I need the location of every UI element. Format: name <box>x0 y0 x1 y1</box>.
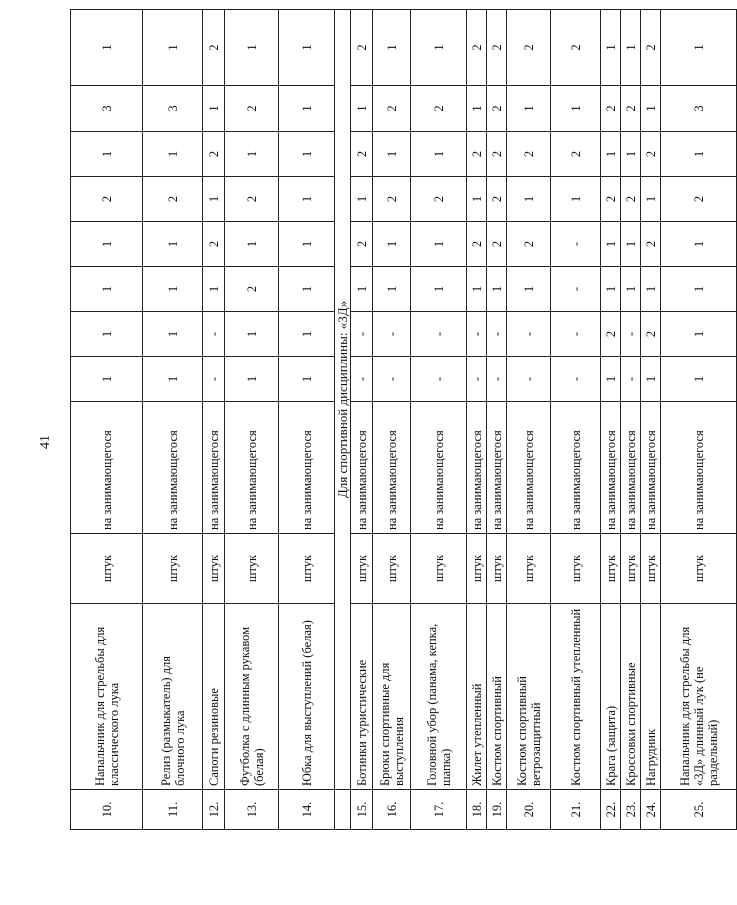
qty-4-cell: 2 <box>351 222 373 267</box>
section-row <box>335 10 351 830</box>
qty-8-cell: 2 <box>487 10 507 86</box>
row-number-cell: 21. <box>551 790 601 830</box>
qty-6-cell: 2 <box>467 132 487 177</box>
row-number-cell: 15. <box>351 790 373 830</box>
qty-3-cell: 1 <box>641 267 661 312</box>
item-name-cell: Напальчник для стрельбы для «3Д» длинный лук (не раздельный) <box>661 604 737 790</box>
qty-3-cell: 1 <box>601 267 621 312</box>
qty-7-cell: 1 <box>641 86 661 132</box>
qty-5-cell: 1 <box>279 177 335 222</box>
qty-7-cell: 3 <box>661 86 737 132</box>
qty-4-cell: - <box>551 222 601 267</box>
qty-4-cell: 2 <box>203 222 225 267</box>
qty-6-cell: 2 <box>641 132 661 177</box>
table-row <box>621 10 641 830</box>
table-row <box>279 10 335 830</box>
item-name-cell: Костюм спортивный ветрозащитный <box>507 604 551 790</box>
item-name-cell: Сапоги резиновые <box>203 604 225 790</box>
qty-1-cell: - <box>373 357 411 402</box>
item-name-cell: Костюм спортивный <box>487 604 507 790</box>
qty-5-cell: 2 <box>411 177 467 222</box>
qty-4-cell: 2 <box>641 222 661 267</box>
qty-7-cell: 2 <box>601 86 621 132</box>
table-body-top <box>71 10 335 830</box>
qty-7-cell: 2 <box>225 86 279 132</box>
qty-4-cell: 1 <box>411 222 467 267</box>
qty-5-cell: 1 <box>641 177 661 222</box>
table-row <box>641 10 661 830</box>
qty-2-cell: - <box>621 312 641 357</box>
item-name-cell: Релиз (размыкатель) для блочного лука <box>143 604 203 790</box>
qty-8-cell: 1 <box>621 10 641 86</box>
qty-3-cell: 1 <box>143 267 203 312</box>
item-name-cell: Жилет утепленный <box>467 604 487 790</box>
qty-1-cell: - <box>351 357 373 402</box>
qty-8-cell: 1 <box>601 10 621 86</box>
unit-cell: штук <box>279 534 335 604</box>
qty-3-cell: 1 <box>71 267 143 312</box>
basis-cell: на занимающегося <box>661 402 737 534</box>
qty-5-cell: 2 <box>601 177 621 222</box>
basis-cell: на занимающегося <box>467 402 487 534</box>
qty-6-cell: 2 <box>551 132 601 177</box>
qty-3-cell: 2 <box>225 267 279 312</box>
qty-7-cell: 1 <box>551 86 601 132</box>
unit-cell: штук <box>487 534 507 604</box>
qty-1-cell: - <box>487 357 507 402</box>
section-spacer-cell <box>335 790 351 830</box>
qty-2-cell: 2 <box>641 312 661 357</box>
basis-cell: на занимающегося <box>621 402 641 534</box>
qty-5-cell: 1 <box>203 177 225 222</box>
unit-cell: штук <box>661 534 737 604</box>
unit-cell: штук <box>601 534 621 604</box>
row-number-cell: 10. <box>71 790 143 830</box>
qty-8-cell: 1 <box>373 10 411 86</box>
unit-cell: штук <box>71 534 143 604</box>
row-number-cell: 19. <box>487 790 507 830</box>
qty-1-cell: - <box>203 357 225 402</box>
qty-4-cell: 1 <box>71 222 143 267</box>
table-row <box>225 10 279 830</box>
unit-cell: штук <box>373 534 411 604</box>
item-name-cell: Нагрудник <box>641 604 661 790</box>
qty-5-cell: 2 <box>373 177 411 222</box>
equipment-table <box>70 9 737 830</box>
table-body-bottom <box>351 10 737 830</box>
qty-1-cell: - <box>621 357 641 402</box>
qty-3-cell: - <box>551 267 601 312</box>
qty-8-cell: 2 <box>467 10 487 86</box>
row-number-cell: 11. <box>143 790 203 830</box>
qty-5-cell: 2 <box>143 177 203 222</box>
qty-6-cell: 1 <box>225 132 279 177</box>
item-name-cell: Юбка для выступлений (белая) <box>279 604 335 790</box>
basis-cell: на занимающегося <box>411 402 467 534</box>
table-row <box>601 10 621 830</box>
unit-cell: штук <box>467 534 487 604</box>
qty-8-cell: 1 <box>143 10 203 86</box>
item-name-cell: Кроссовки спортивные <box>621 604 641 790</box>
basis-cell: на занимающегося <box>373 402 411 534</box>
qty-2-cell: - <box>487 312 507 357</box>
qty-1-cell: 1 <box>279 357 335 402</box>
table-row <box>203 10 225 830</box>
qty-8-cell: 1 <box>279 10 335 86</box>
row-number-cell: 16. <box>373 790 411 830</box>
item-name-cell: Крага (защита) <box>601 604 621 790</box>
qty-1-cell: 1 <box>71 357 143 402</box>
table-row <box>507 10 551 830</box>
qty-4-cell: 1 <box>373 222 411 267</box>
unit-cell: штук <box>641 534 661 604</box>
qty-3-cell: 1 <box>279 267 335 312</box>
qty-3-cell: 1 <box>351 267 373 312</box>
item-name-cell: Футболка с длинным рукавом (белая) <box>225 604 279 790</box>
unit-cell: штук <box>225 534 279 604</box>
table-row <box>351 10 373 830</box>
qty-1-cell: - <box>411 357 467 402</box>
qty-2-cell: - <box>351 312 373 357</box>
qty-8-cell: 2 <box>507 10 551 86</box>
unit-cell: штук <box>551 534 601 604</box>
row-number-cell: 13. <box>225 790 279 830</box>
qty-5-cell: 1 <box>551 177 601 222</box>
qty-4-cell: 2 <box>487 222 507 267</box>
qty-4-cell: 1 <box>225 222 279 267</box>
qty-1-cell: 1 <box>601 357 621 402</box>
table-row <box>71 10 143 830</box>
qty-3-cell: 1 <box>661 267 737 312</box>
basis-cell: на занимающегося <box>351 402 373 534</box>
table-section <box>335 10 351 830</box>
qty-5-cell: 1 <box>351 177 373 222</box>
qty-6-cell: 1 <box>601 132 621 177</box>
unit-cell: штук <box>351 534 373 604</box>
section-title: Для спортивной дисциплины: «3Д» <box>335 10 351 790</box>
unit-cell: штук <box>203 534 225 604</box>
qty-2-cell: 1 <box>71 312 143 357</box>
qty-6-cell: 1 <box>279 132 335 177</box>
qty-7-cell: 1 <box>351 86 373 132</box>
qty-2-cell: - <box>551 312 601 357</box>
qty-7-cell: 2 <box>411 86 467 132</box>
qty-7-cell: 1 <box>203 86 225 132</box>
basis-cell: на занимающегося <box>507 402 551 534</box>
qty-7-cell: 1 <box>279 86 335 132</box>
rotated-table-wrapper <box>70 40 720 830</box>
qty-4-cell: 1 <box>279 222 335 267</box>
row-number-cell: 20. <box>507 790 551 830</box>
unit-cell: штук <box>411 534 467 604</box>
unit-cell: штук <box>143 534 203 604</box>
row-number-cell: 24. <box>641 790 661 830</box>
qty-4-cell: 1 <box>601 222 621 267</box>
qty-5-cell: 2 <box>225 177 279 222</box>
table-row <box>143 10 203 830</box>
qty-7-cell: 3 <box>71 86 143 132</box>
qty-5-cell: 1 <box>467 177 487 222</box>
qty-4-cell: 2 <box>467 222 487 267</box>
table-row <box>487 10 507 830</box>
qty-8-cell: 2 <box>351 10 373 86</box>
basis-cell: на занимающегося <box>551 402 601 534</box>
qty-6-cell: 1 <box>143 132 203 177</box>
qty-7-cell: 2 <box>487 86 507 132</box>
qty-8-cell: 2 <box>641 10 661 86</box>
basis-cell: на занимающегося <box>225 402 279 534</box>
qty-3-cell: 1 <box>487 267 507 312</box>
basis-cell: на занимающегося <box>641 402 661 534</box>
qty-6-cell: 1 <box>411 132 467 177</box>
qty-7-cell: 3 <box>143 86 203 132</box>
row-number-cell: 23. <box>621 790 641 830</box>
qty-2-cell: 1 <box>661 312 737 357</box>
item-name-cell: Ботинки туристические <box>351 604 373 790</box>
item-name-cell: Напальчник для стрельбы для классического лука <box>71 604 143 790</box>
qty-6-cell: 2 <box>487 132 507 177</box>
qty-2-cell: - <box>411 312 467 357</box>
qty-2-cell: - <box>373 312 411 357</box>
qty-7-cell: 2 <box>621 86 641 132</box>
qty-2-cell: - <box>467 312 487 357</box>
qty-1-cell: 1 <box>225 357 279 402</box>
qty-6-cell: 1 <box>373 132 411 177</box>
qty-5-cell: 1 <box>507 177 551 222</box>
unit-cell: штук <box>507 534 551 604</box>
qty-2-cell: 2 <box>601 312 621 357</box>
basis-cell: на занимающегося <box>601 402 621 534</box>
item-name-cell: Брюки спортивные для выступления <box>373 604 411 790</box>
qty-8-cell: 2 <box>551 10 601 86</box>
qty-3-cell: 1 <box>411 267 467 312</box>
qty-6-cell: 1 <box>621 132 641 177</box>
qty-4-cell: 1 <box>143 222 203 267</box>
qty-2-cell: 1 <box>279 312 335 357</box>
qty-2-cell: 1 <box>143 312 203 357</box>
unit-cell: штук <box>621 534 641 604</box>
qty-2-cell: - <box>507 312 551 357</box>
table-row <box>551 10 601 830</box>
basis-cell: на занимающегося <box>279 402 335 534</box>
item-name-cell: Костюм спортивный утепленный <box>551 604 601 790</box>
qty-3-cell: 1 <box>373 267 411 312</box>
page-number: 41 <box>38 435 53 449</box>
row-number-cell: 18. <box>467 790 487 830</box>
qty-1-cell: 1 <box>143 357 203 402</box>
table-row <box>411 10 467 830</box>
basis-cell: на занимающегося <box>143 402 203 534</box>
basis-cell: на занимающегося <box>203 402 225 534</box>
qty-8-cell: 1 <box>225 10 279 86</box>
qty-3-cell: 1 <box>203 267 225 312</box>
qty-6-cell: 2 <box>507 132 551 177</box>
qty-6-cell: 2 <box>351 132 373 177</box>
qty-6-cell: 2 <box>203 132 225 177</box>
qty-4-cell: 1 <box>661 222 737 267</box>
qty-3-cell: 1 <box>507 267 551 312</box>
qty-5-cell: 2 <box>71 177 143 222</box>
basis-cell: на занимающегося <box>71 402 143 534</box>
qty-2-cell: - <box>203 312 225 357</box>
qty-1-cell: - <box>507 357 551 402</box>
qty-8-cell: 1 <box>411 10 467 86</box>
qty-4-cell: 2 <box>507 222 551 267</box>
qty-7-cell: 1 <box>507 86 551 132</box>
qty-2-cell: 1 <box>225 312 279 357</box>
qty-5-cell: 2 <box>621 177 641 222</box>
qty-4-cell: 1 <box>621 222 641 267</box>
qty-7-cell: 2 <box>373 86 411 132</box>
row-number-cell: 25. <box>661 790 737 830</box>
qty-6-cell: 1 <box>71 132 143 177</box>
qty-3-cell: 1 <box>621 267 641 312</box>
row-number-cell: 12. <box>203 790 225 830</box>
qty-3-cell: 1 <box>467 267 487 312</box>
table-row <box>373 10 411 830</box>
basis-cell: на занимающегося <box>487 402 507 534</box>
qty-8-cell: 2 <box>203 10 225 86</box>
table-row <box>467 10 487 830</box>
qty-5-cell: 2 <box>487 177 507 222</box>
qty-1-cell: 1 <box>641 357 661 402</box>
qty-1-cell: 1 <box>661 357 737 402</box>
qty-7-cell: 1 <box>467 86 487 132</box>
qty-1-cell: - <box>551 357 601 402</box>
qty-5-cell: 2 <box>661 177 737 222</box>
qty-8-cell: 1 <box>71 10 143 86</box>
qty-1-cell: - <box>467 357 487 402</box>
row-number-cell: 22. <box>601 790 621 830</box>
item-name-cell: Головной убор (панама, кепка, шапка) <box>411 604 467 790</box>
table-row <box>661 10 737 830</box>
qty-6-cell: 1 <box>661 132 737 177</box>
row-number-cell: 17. <box>411 790 467 830</box>
qty-8-cell: 1 <box>661 10 737 86</box>
row-number-cell: 14. <box>279 790 335 830</box>
